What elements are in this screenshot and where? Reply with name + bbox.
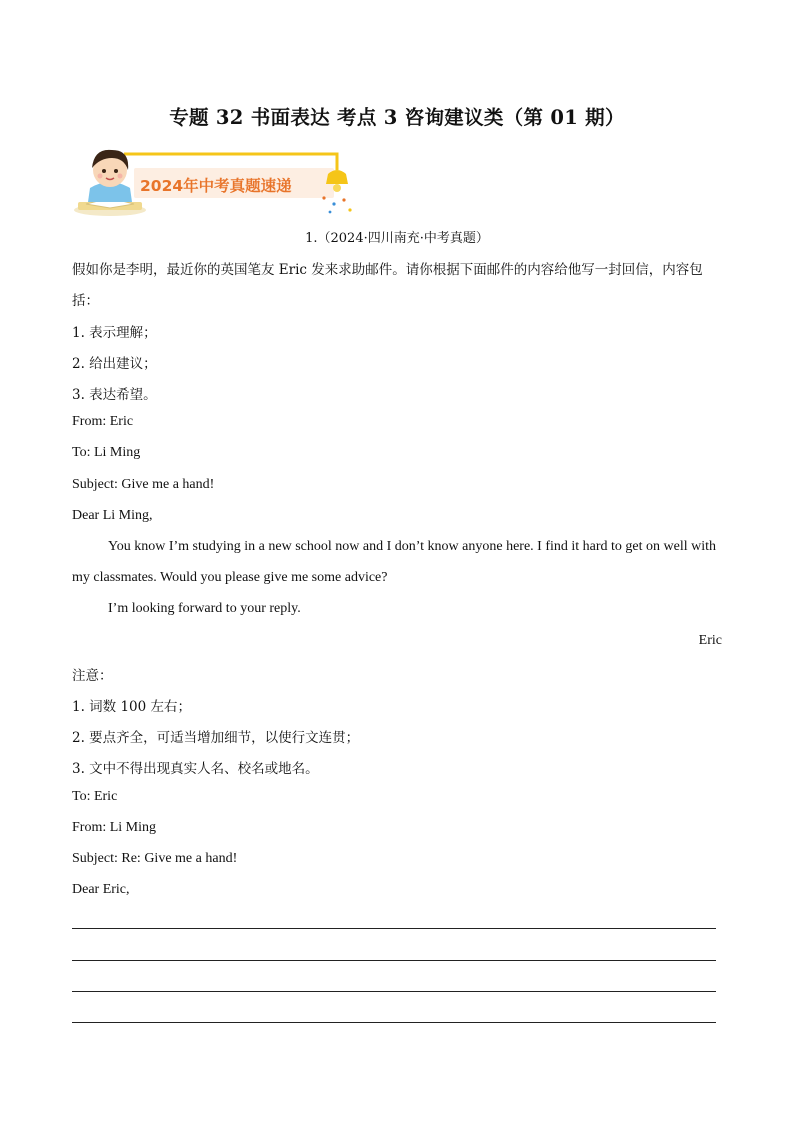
note-1: 1. 词数 100 左右； xyxy=(72,699,192,715)
email-body-line-3: I’m looking forward to your reply. xyxy=(108,601,301,616)
email-body-line-1: You know I’m studying in a new school now and I don’t know anyone here. I find it hard to get on well with xyxy=(108,539,717,554)
page-title: 专题 32 书面表达 考点 3 咨询建议类（第 01 期） xyxy=(169,106,625,129)
notes-heading: 注意： xyxy=(72,668,113,684)
answer-line[interactable] xyxy=(72,928,716,929)
reply-to: To: Eric xyxy=(72,789,118,804)
email-subject: Subject: Give me a hand! xyxy=(72,477,215,492)
email-body-line-2: my classmates. Would you please give me some advice? xyxy=(72,570,388,585)
reply-greeting: Dear Eric, xyxy=(72,882,130,897)
email-to: To: Li Ming xyxy=(72,445,141,460)
answer-line[interactable] xyxy=(72,991,716,992)
prompt-line-1: 假如你是李明，最近你的英国笔友 Eric 发来求助邮件。请你根据下面邮件的内容给他写一封回信，内容包 xyxy=(72,262,703,278)
note-2: 2. 要点齐全，可适当增加细节，以使行文连贯； xyxy=(72,730,360,746)
reply-from: From: Li Ming xyxy=(72,820,157,835)
prompt-line-2: 括： xyxy=(72,293,99,309)
point-3: 3. 表达希望。 xyxy=(72,387,157,403)
reply-subject: Subject: Re: Give me a hand! xyxy=(72,851,238,866)
point-1: 1. 表示理解； xyxy=(72,325,157,341)
email-greeting: Dear Li Ming, xyxy=(72,508,153,523)
point-2: 2. 给出建议； xyxy=(72,356,157,372)
email-from: From: Eric xyxy=(72,414,134,429)
note-3: 3. 文中不得出现真实人名、校名或地名。 xyxy=(72,761,319,777)
banner-text: 2024年中考真题速递 xyxy=(140,177,292,195)
email-signature: Eric xyxy=(698,633,722,648)
banner-bar xyxy=(124,154,337,170)
answer-line[interactable] xyxy=(72,960,716,961)
answer-line[interactable] xyxy=(72,1022,716,1023)
question-source: 1.（2024·四川南充·中考真题） xyxy=(305,231,489,246)
banner-illustration xyxy=(72,140,362,220)
